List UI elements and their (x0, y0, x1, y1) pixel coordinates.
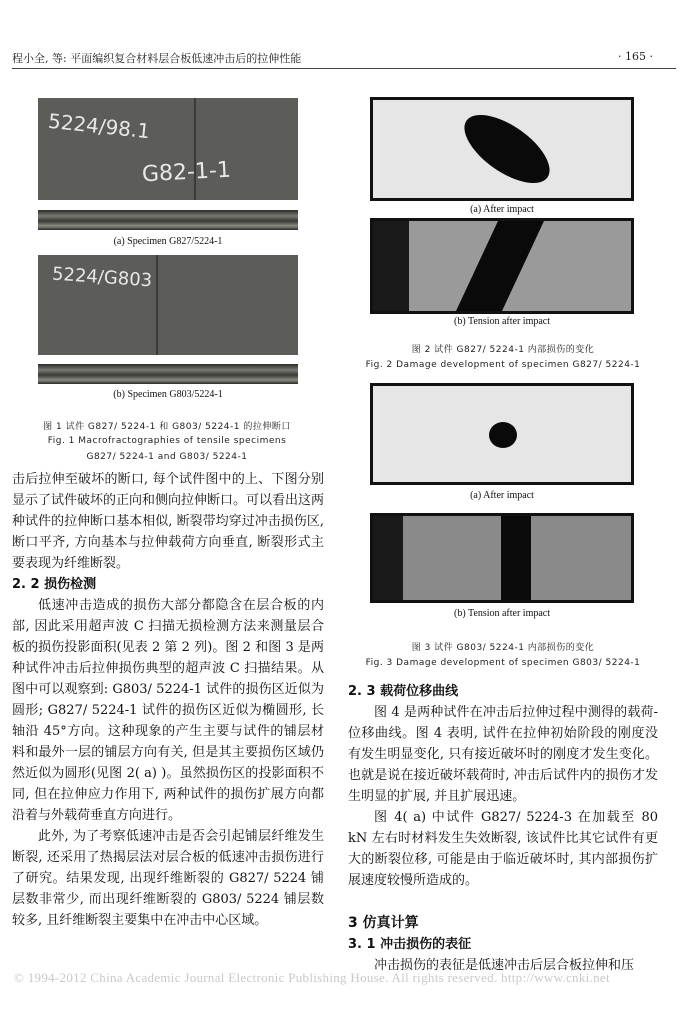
damage-band (501, 516, 531, 600)
handwriting-a-bottom: G82-1-1 (141, 157, 232, 188)
damage-band (456, 221, 544, 311)
fracture-photo-a-front (38, 98, 298, 200)
fracture-line (194, 98, 196, 200)
cscan-fig2-after-impact (370, 97, 634, 201)
fracture-line (156, 255, 158, 355)
figure2-caption-en: Fig. 2 Damage development of specimen G827/ 5224-1 (365, 360, 641, 370)
paragraph: 图 4 是两种试件在冲击后拉伸过程中测得的载荷-位移曲线。图 4 表明, 试件在拉伸初始阶段的刚度没有发生明显变化, 只有接近破坏时的刚度才发生变化。也就是说在接近破坏载荷时, 冲击后试件内的损伤才发生明显的扩展, 并且扩展迅速。 (348, 705, 658, 804)
paragraph: 冲击损伤的表征是低速冲击后层合板拉伸和压 (374, 958, 635, 973)
cscan-fig3-tension (370, 513, 634, 603)
section-heading-3: 3 仿真计算 (348, 915, 419, 931)
fracture-photo-b-side (38, 364, 298, 384)
paragraph: 低速冲击造成的损伤大部分都隐含在层合板的内部, 因此采用超声波 C 扫描无损检测方法来测量层合板的损伤投影面积(见表 2 第 2 列)。图 2 和图 3 是两种试件冲击后拉伸损伤典型的超声波 C 扫描结果。从图中可以观察到: G803/ 5224-1 试件的损伤区近似为圆形; G827/ 5224-1 试件的损伤区近似为椭圆形, 长轴沿 45°方向。这种现象的产生主要与试件的铺层材料和最外一层的铺层方向有关, 但是其主要损伤区域仍然近似为圆形(见图 2( a) )。虽然损伤区的投影面积不同, 但在拉伸应力作用下, 两种试件的损伤扩展方向都沿着与外载荷垂直方向进行。 (12, 598, 324, 823)
handwriting-b: 5224/G803 (51, 263, 153, 292)
figure3-sub-a: (a) After impact (470, 490, 534, 501)
running-title: 程小全, 等: 平面编织复合材料层合板低速冲击后的拉伸性能 (12, 52, 302, 65)
copyright-footer: © 1994-2012 China Academic Journal Electronic Publishing House. All rights reserved. http://www.cnki.net (14, 970, 610, 985)
section-heading-3-1: 3. 1 冲击损伤的表征 (348, 937, 472, 952)
left-column (12, 469, 324, 931)
figure2-caption-cn: 图 2 试件 G827/ 5224-1 内部损伤的变化 (411, 345, 595, 355)
figure1-sub-a: (a) Specimen G827/5224-1 (113, 236, 223, 247)
figure1-caption-en-2: G827/ 5224-1 and G803/ 5224-1 (86, 452, 248, 462)
section-heading-2-2: 2. 2 损伤检测 (12, 577, 97, 592)
fracture-photo-a-side (38, 210, 298, 230)
section-heading-2-3: 2. 3 载荷位移曲线 (348, 684, 459, 699)
right-column (348, 681, 658, 976)
figure1-caption-cn: 图 1 试件 G827/ 5224-1 和 G803/ 5224-1 的拉伸断口 (43, 422, 291, 432)
grip-edge (373, 516, 403, 600)
figure1-caption-en-1: Fig. 1 Macrofractographies of tensile specimens (47, 436, 287, 446)
header-rule (12, 68, 676, 69)
figure3-sub-b: (b) Tension after impact (453, 608, 551, 619)
paragraph: 此外, 为了考察低速冲击是否会引起铺层纤维发生断裂, 还采用了热揭层法对层合板的低速冲击损伤进行了研究。结果发现, 出现纤维断裂的 G827/ 5224 铺层数非常少, 而出现纤维断裂的 G803/ 5224 铺层数较多, 且纤维断裂主要集中在冲击中心区域。 (12, 829, 324, 928)
figure3-caption-cn: 图 3 试件 G803/ 5224-1 内部损伤的变化 (411, 643, 595, 653)
figure1-sub-b: (b) Specimen G803/5224-1 (113, 389, 223, 400)
cscan-fig2-tension (370, 218, 634, 314)
handwriting-a-top: 5224/98.1 (47, 108, 152, 144)
figure2-sub-a: (a) After impact (470, 204, 534, 215)
figure3-caption-en: Fig. 3 Damage development of specimen G803/ 5224-1 (365, 658, 641, 668)
page-number: · 165 · (618, 50, 653, 63)
cscan-fig3-after-impact (370, 383, 634, 485)
grip-edge (373, 221, 409, 311)
paragraph: 击后拉伸至破坏的断口, 每个试件图中的上、下图分别显示了试件破坏的正向和侧向拉伸断口。可以看出这两种试件的拉伸断口基本相似, 断裂带均穿过冲击损伤区, 断口平齐, 方向基本与拉伸载荷方向垂直, 断裂形式主要表现为纤维断裂。 (12, 472, 325, 571)
damage-zone (453, 102, 560, 196)
figure2-sub-b: (b) Tension after impact (453, 316, 551, 327)
paragraph: 图 4( a) 中试件 G827/ 5224-3 在加载至 80 kN 左右时材料发生失效断裂, 该试件比其它试件有更大的断裂位移, 可能是由于临近破坏时, 其内部损伤扩展速度较慢所造成的。 (348, 810, 658, 888)
fracture-photo-b-front (38, 255, 298, 355)
damage-zone (489, 422, 517, 448)
